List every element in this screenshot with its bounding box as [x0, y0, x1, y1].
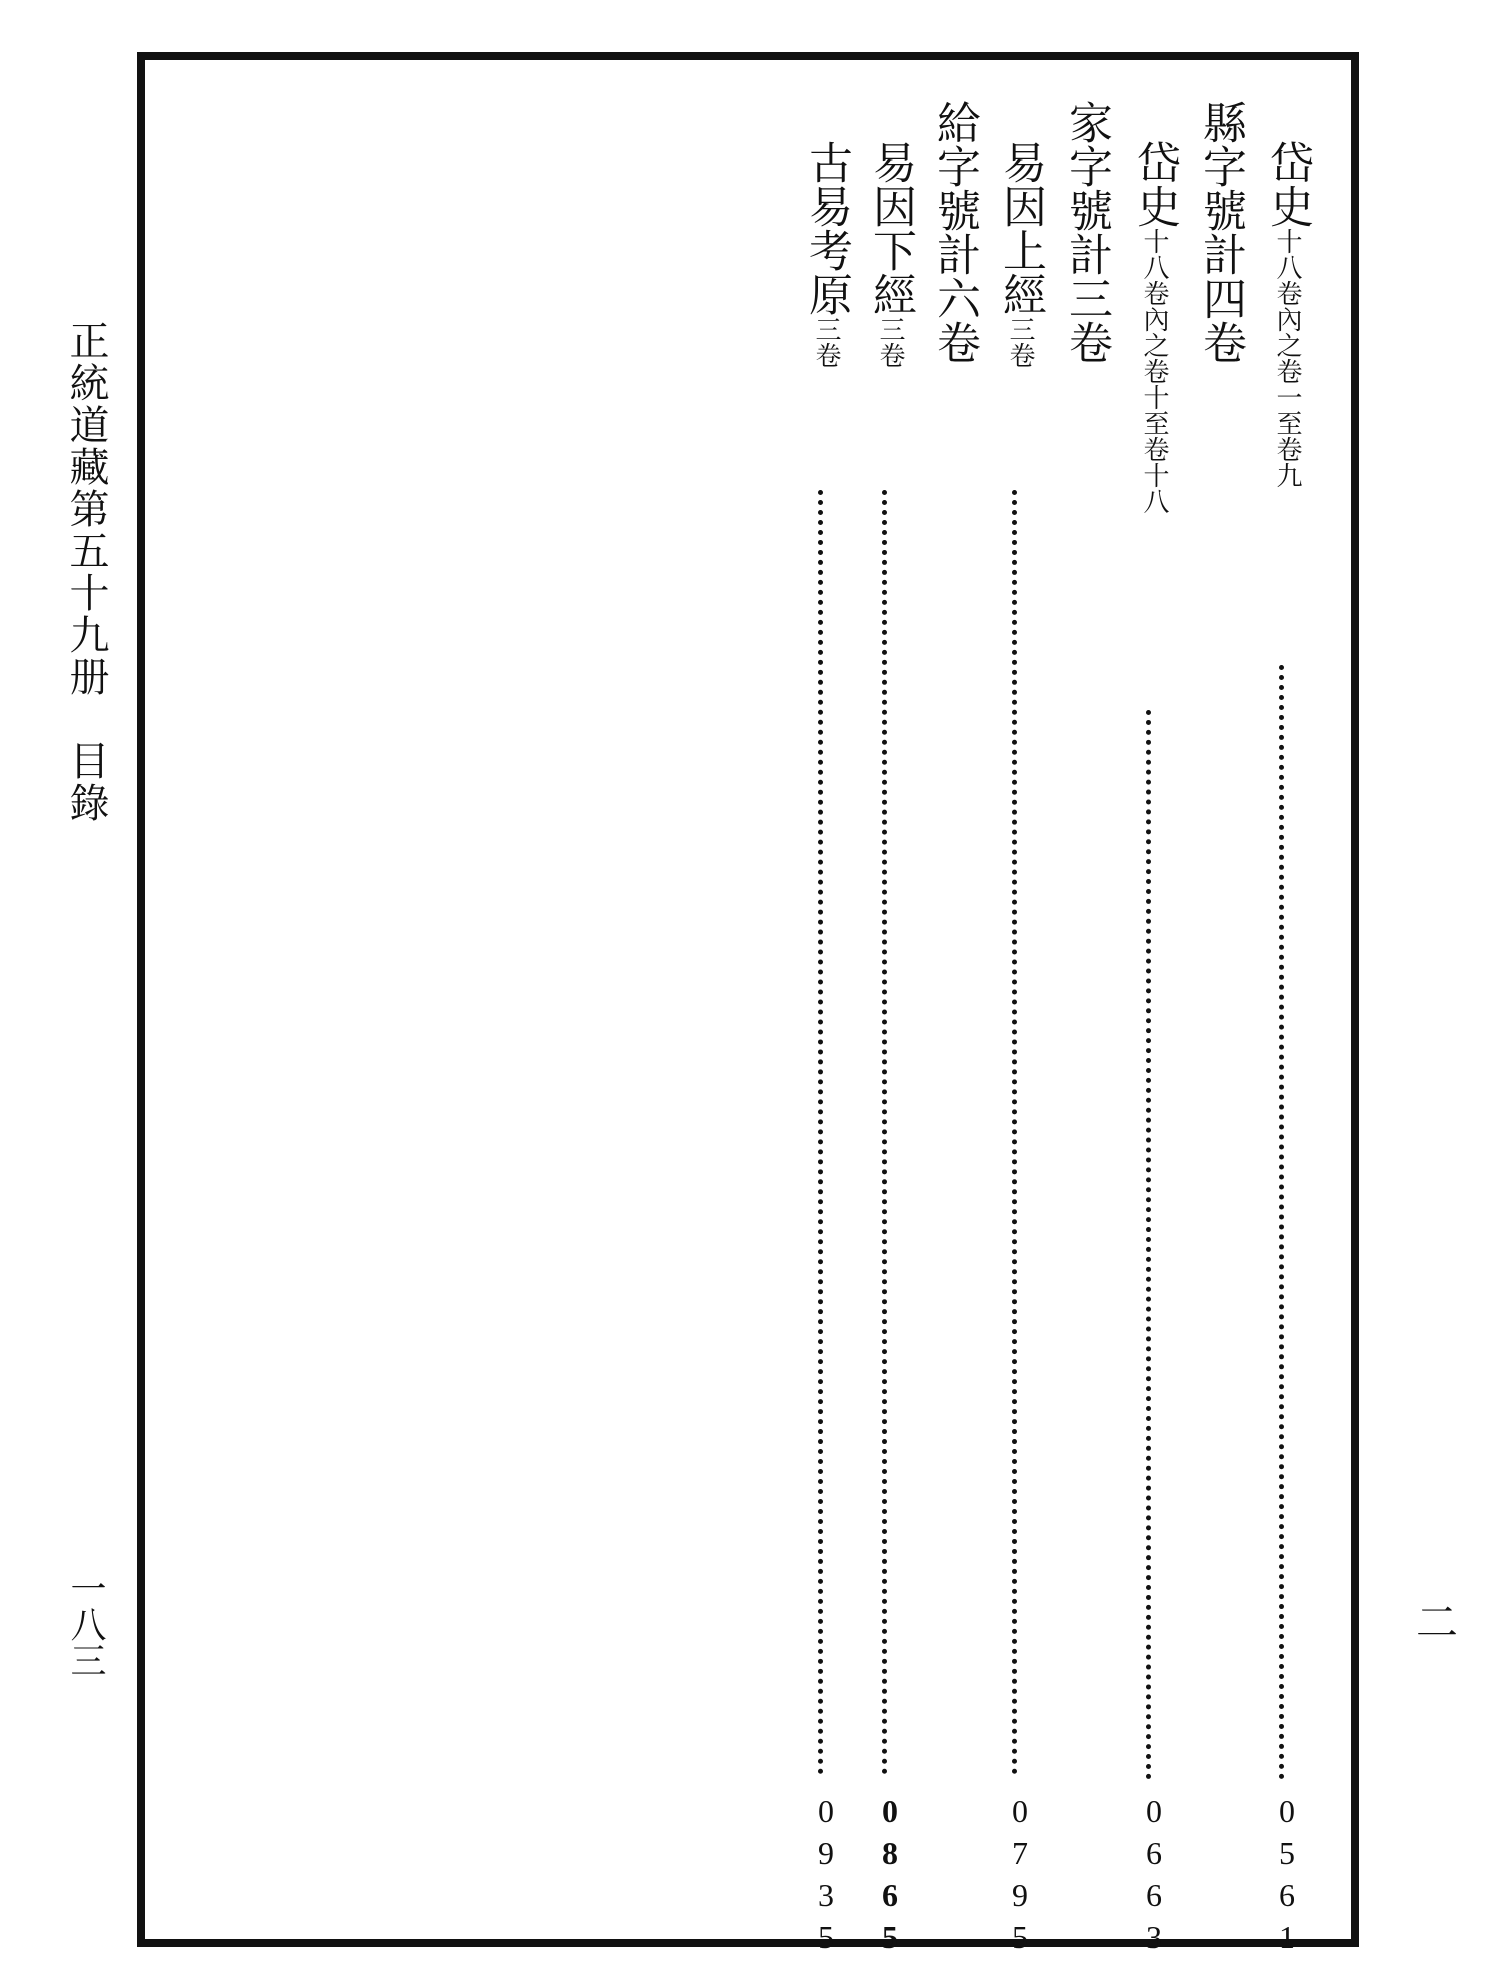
entry-title: 易因上經 — [995, 140, 1046, 316]
section-heading — [1190, 100, 1250, 1850]
entry-title: 岱史 — [1262, 140, 1313, 228]
dot-leader — [1012, 490, 1025, 1775]
entry-page-number: 0 5 6 1 — [1279, 1793, 1295, 1955]
volume-title: 正統道藏第五十九册 目錄 — [63, 320, 109, 824]
section-heading — [1056, 100, 1116, 1850]
entry-page-number: 0 7 9 5 — [1012, 1793, 1028, 1955]
toc-entry — [1257, 100, 1317, 1955]
entry-note: 三卷 — [1005, 316, 1035, 368]
entry-page-number: 0 9 3 5 — [818, 1793, 834, 1955]
toc-entry — [796, 100, 856, 1955]
section-heading-text: 家字號計三卷 — [1061, 100, 1112, 364]
dot-leader — [1279, 665, 1292, 1780]
dot-leader — [1146, 710, 1159, 1780]
section-heading-text: 縣字號計四卷 — [1195, 100, 1246, 364]
page-number-right: 二 — [1410, 1600, 1459, 1642]
entry-page-number: 0 6 6 3 — [1146, 1793, 1162, 1955]
toc-entry — [860, 100, 920, 1955]
dot-leader — [882, 490, 895, 1775]
toc-entry — [990, 100, 1050, 1955]
dot-leader — [818, 490, 831, 1775]
entry-note: 十八卷內之卷十至卷十八 — [1139, 228, 1169, 514]
page-number-left: 一八三 — [65, 1570, 106, 1678]
entry-page-number: 0 8 6 5 — [882, 1793, 898, 1955]
entry-title: 古易考原 — [801, 140, 852, 316]
toc-entry — [1124, 100, 1184, 1955]
entry-title: 岱史 — [1129, 140, 1180, 228]
entry-note: 三卷 — [875, 316, 905, 368]
section-heading-text: 給字號計六卷 — [929, 100, 980, 364]
entry-title: 易因下經 — [865, 140, 916, 316]
entry-note: 三卷 — [811, 316, 841, 368]
section-heading — [924, 100, 984, 1850]
entry-note: 十八卷內之卷一至卷九 — [1272, 228, 1302, 488]
